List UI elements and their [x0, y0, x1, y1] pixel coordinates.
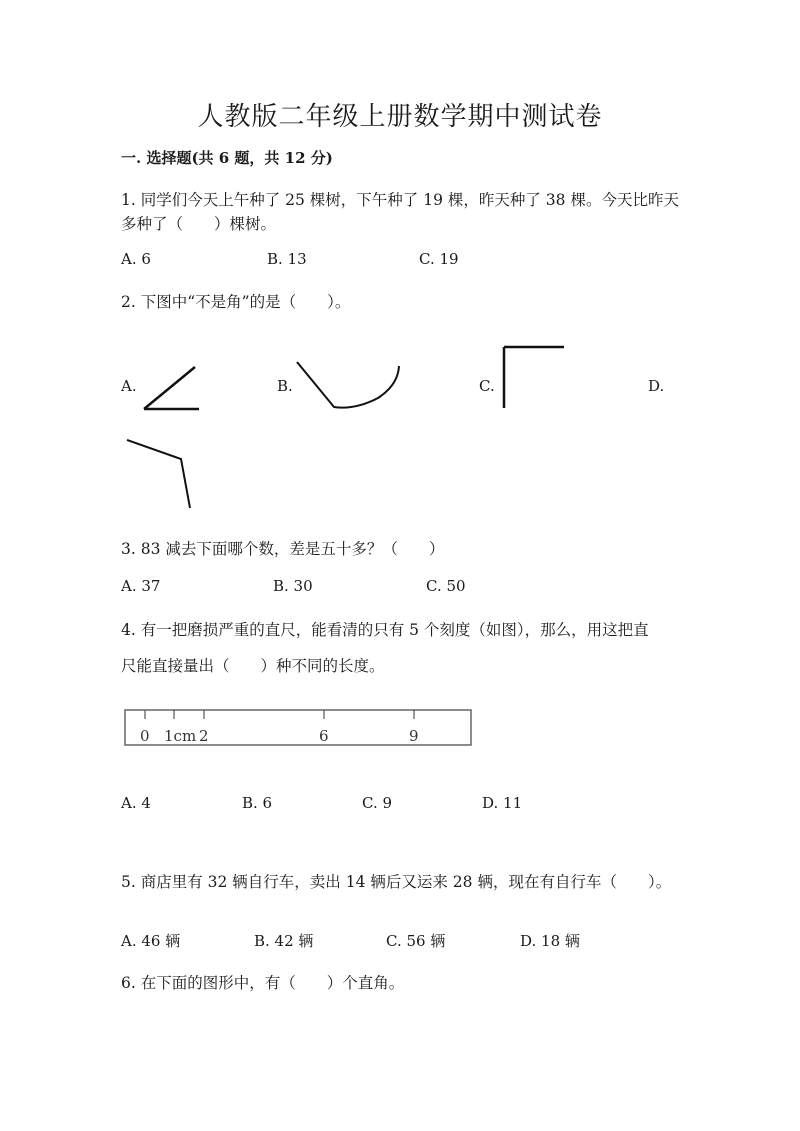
question-1-option-a: A. 6 [121, 250, 151, 268]
figure-b-curve [297, 362, 399, 408]
question-2-option-d: D. [648, 377, 665, 395]
page-title: 人教版二年级上册数学期中测试卷 [197, 102, 603, 132]
question-3-option-c: C. 50 [426, 577, 466, 595]
question-5-option-a: A. 46 辆 [121, 932, 181, 950]
question-4-option-a: A. 4 [121, 794, 151, 812]
question-4-line-1: 4. 有一把磨损严重的直尺，能看清的只有 5 个刻度（如图），那么，用这把直 [121, 621, 649, 639]
angle-figures [0, 0, 800, 520]
ruler-label-0: 0 [140, 727, 150, 745]
question-3-option-a: A. 37 [121, 577, 161, 595]
question-5-option-c: C. 56 辆 [386, 932, 446, 950]
question-6-line-1: 6. 在下面的图形中，有（ ）个直角。 [121, 974, 405, 992]
section-heading: 一. 选择题(共 6 题，共 12 分) [121, 149, 333, 167]
question-3-line-1: 3. 83 减去下面哪个数，差是五十多？（ ） [121, 540, 445, 558]
figure-c-right-angle [504, 347, 564, 408]
question-2-line-1: 2. 下图中“不是角”的是（ ）。 [121, 293, 351, 311]
question-1-line-2: 多种了（ ）棵树。 [121, 215, 277, 233]
question-2-option-b: B. [277, 377, 293, 395]
question-5-option-d: D. 18 辆 [520, 932, 580, 950]
question-1-option-b: B. 13 [267, 250, 307, 268]
ruler-label-6: 6 [319, 727, 329, 745]
ruler-label-2: 2 [199, 727, 209, 745]
ruler-label-9: 9 [409, 727, 419, 745]
question-3-option-b: B. 30 [273, 577, 313, 595]
question-1-line-1: 1. 同学们今天上午种了 25 棵树，下午种了 19 棵，昨天种了 38 棵。今天比昨天 [121, 191, 679, 209]
figure-d-angle [127, 440, 190, 508]
question-2-option-c: C. [479, 377, 495, 395]
question-4-option-d: D. 11 [482, 794, 523, 812]
question-2-option-a: A. [121, 377, 137, 395]
question-5-line-1: 5. 商店里有 32 辆自行车，卖出 14 辆后又运来 28 辆，现在有自行车（ ）。 [121, 873, 672, 891]
question-4-option-b: B. 6 [242, 794, 273, 812]
question-4-line-2: 尺能直接量出（ ）种不同的长度。 [121, 657, 385, 675]
question-4-option-c: C. 9 [362, 794, 393, 812]
figure-a-angle [144, 367, 199, 409]
ruler-figure [120, 704, 480, 754]
question-5-option-b: B. 42 辆 [254, 932, 314, 950]
ruler-label-1cm: 1cm [164, 727, 197, 745]
question-1-option-c: C. 19 [419, 250, 459, 268]
